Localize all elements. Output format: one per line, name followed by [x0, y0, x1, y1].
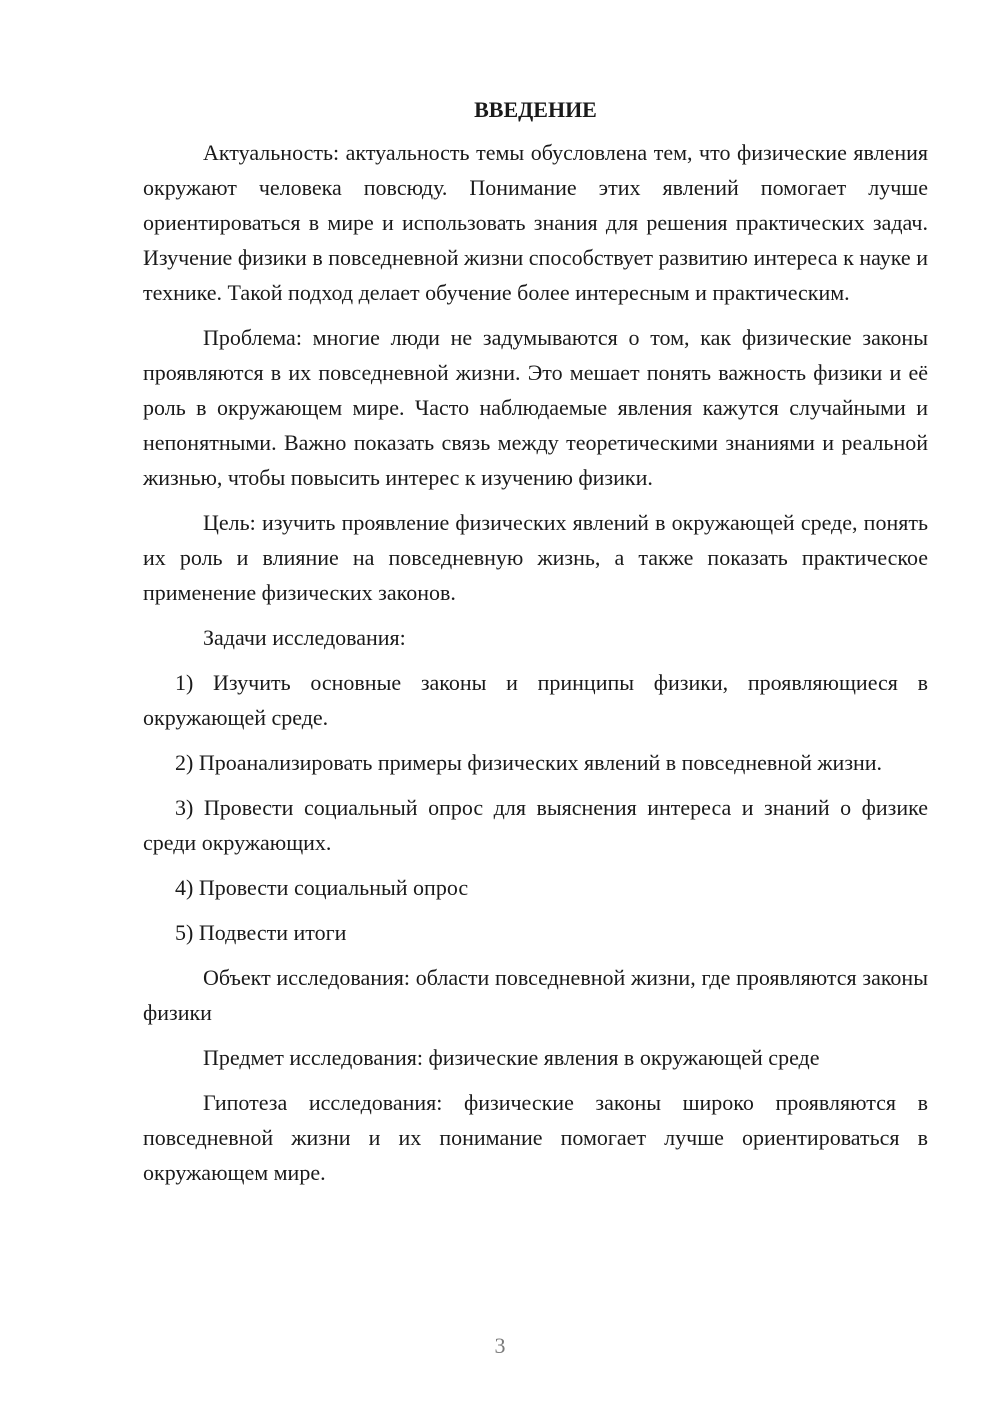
section-title: ВВЕДЕНИЕ [474, 97, 597, 122]
paragraph-goal: Цель: изучить проявление физических явлений в окружающей среде, понять их роль и влияние на повседневную жизнь, а также показать практическое применение физических законов. [143, 510, 928, 605]
task-item-2: 2) Проанализировать примеры физических явлений в повседневной жизни. [175, 750, 883, 775]
paragraph-relevance: Актуальность: актуальность темы обусловлена тем, что физические явления окружают человека повсюду. Понимание этих явлений помогает лучше ориентироваться в мире и использовать знания для решения практических задач. Изучение физики в повседневной жизни способствует развитию интереса к науке и технике. Такой подход делает обучение более интересным и практическим. [143, 140, 928, 305]
document-page [143, 95, 928, 1200]
task-item-1: 1) Изучить основные законы и принципы физики, проявляющиеся в окружающей среде. [143, 670, 928, 730]
task-item-3: 3) Провести социальный опрос для выяснения интереса и знаний о физике среди окружающих. [143, 795, 928, 855]
paragraph-problem: Проблема: многие люди не задумываются о том, как физические законы проявляются в их повседневной жизни. Это мешает понять важность физики и её роль в окружающем мире. Часто наблюдаемые явления кажутся случайными и непонятными. Важно показать связь между теоретическими знаниями и реальной жизнью, чтобы повысить интерес к изучению физики. [143, 325, 928, 490]
paragraph-object: Объект исследования: области повседневной жизни, где проявляются законы физики [143, 965, 928, 1025]
task-item-4: 4) Провести социальный опрос [175, 875, 469, 900]
task-item-5: 5) Подвести итоги [175, 920, 347, 945]
paragraph-hypothesis: Гипотеза исследования: физические законы широко проявляются в повседневной жизни и их понимание помогает лучше ориентироваться в окружающем мире. [143, 1090, 928, 1185]
paragraph-tasks-heading: Задачи исследования: [203, 625, 406, 650]
paragraph-subject: Предмет исследования: физические явления в окружающей среде [203, 1045, 820, 1070]
page-number: 3 [494, 1333, 506, 1358]
